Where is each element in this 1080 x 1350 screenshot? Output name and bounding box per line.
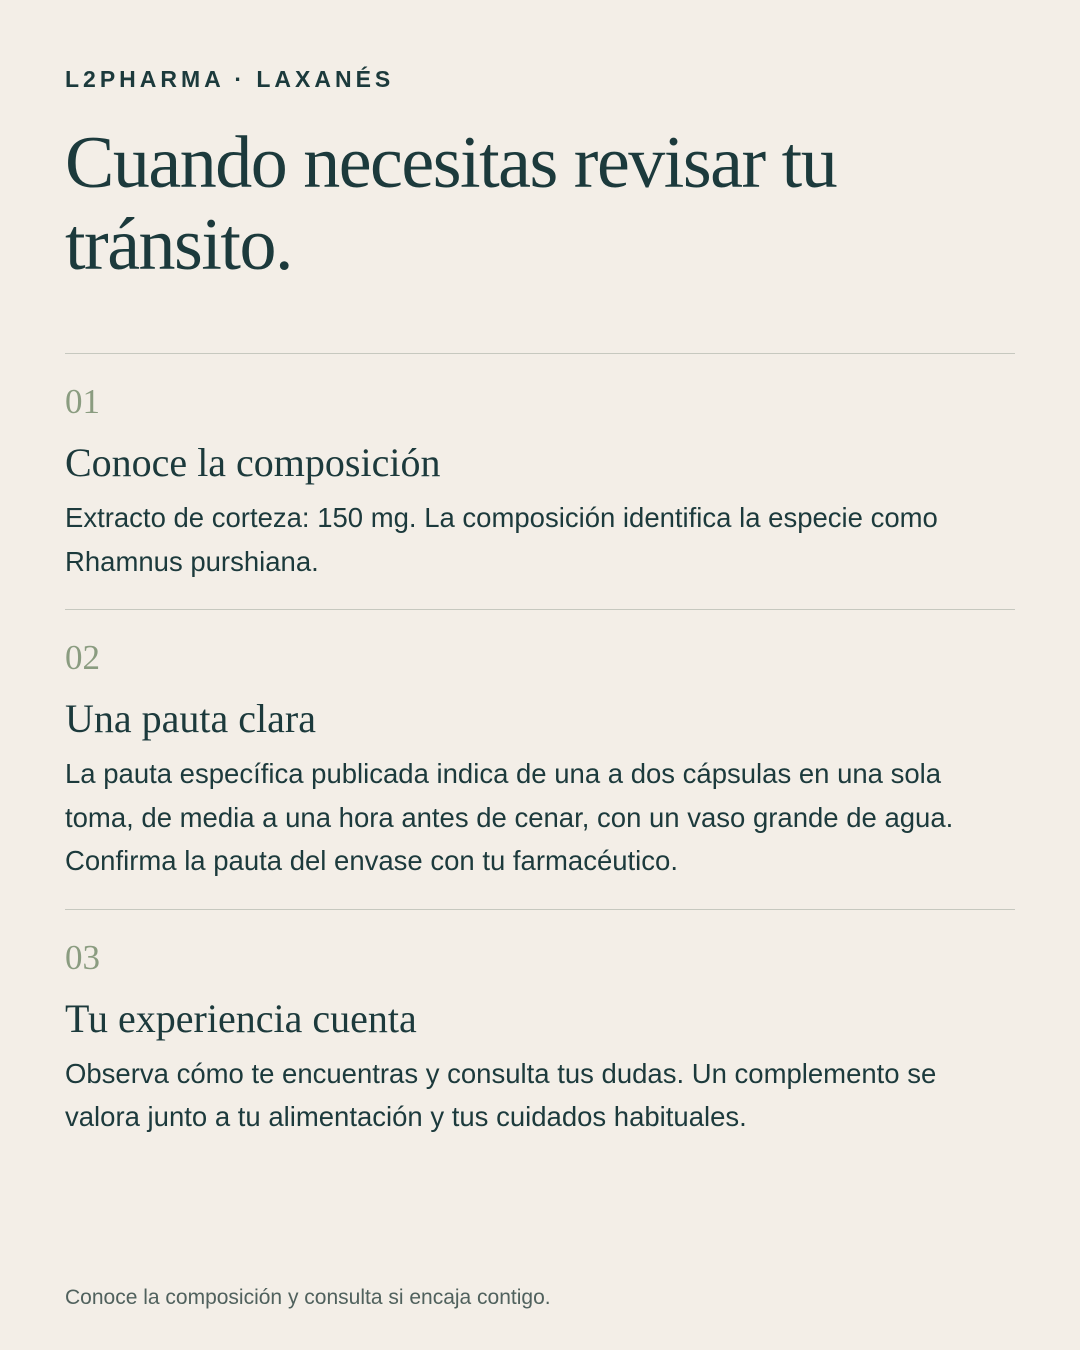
step-description: Extracto de corteza: 150 mg. La composición identifica la especie como Rhamnus purshiana. — [65, 502, 938, 577]
steps-list — [65, 353, 1015, 1139]
step-title: Conoce la composición — [65, 440, 441, 485]
brand-eyebrow: L2PHARMA · LAXANÉS — [65, 66, 395, 92]
step-description: La pauta específica publicada indica de una a dos cápsulas en una sola toma, de media a una hora antes de cenar, con un vaso grande de agua. Confirma la pauta del envase con tu farmacéutico. — [65, 758, 954, 876]
page — [65, 0, 1015, 1350]
step-title: Tu experiencia cuenta — [65, 995, 417, 1041]
step-number: 03 — [65, 937, 100, 977]
step-item — [65, 909, 1015, 1139]
step-number: 02 — [65, 638, 100, 677]
step-item — [65, 353, 1015, 583]
footer-note: Conoce la composición y consulta si encaja contigo. — [65, 1286, 551, 1309]
page-title: Cuando necesitas revisar tu tránsito. — [65, 122, 837, 286]
step-title: Una pauta clara — [65, 696, 316, 741]
step-description: Observa cómo te encuentras y consulta tus dudas. Un complemento se valora junto a tu alimentación y tus cuidados habituales. — [65, 1057, 937, 1132]
step-number: 01 — [65, 382, 100, 421]
step-item — [65, 609, 1015, 883]
